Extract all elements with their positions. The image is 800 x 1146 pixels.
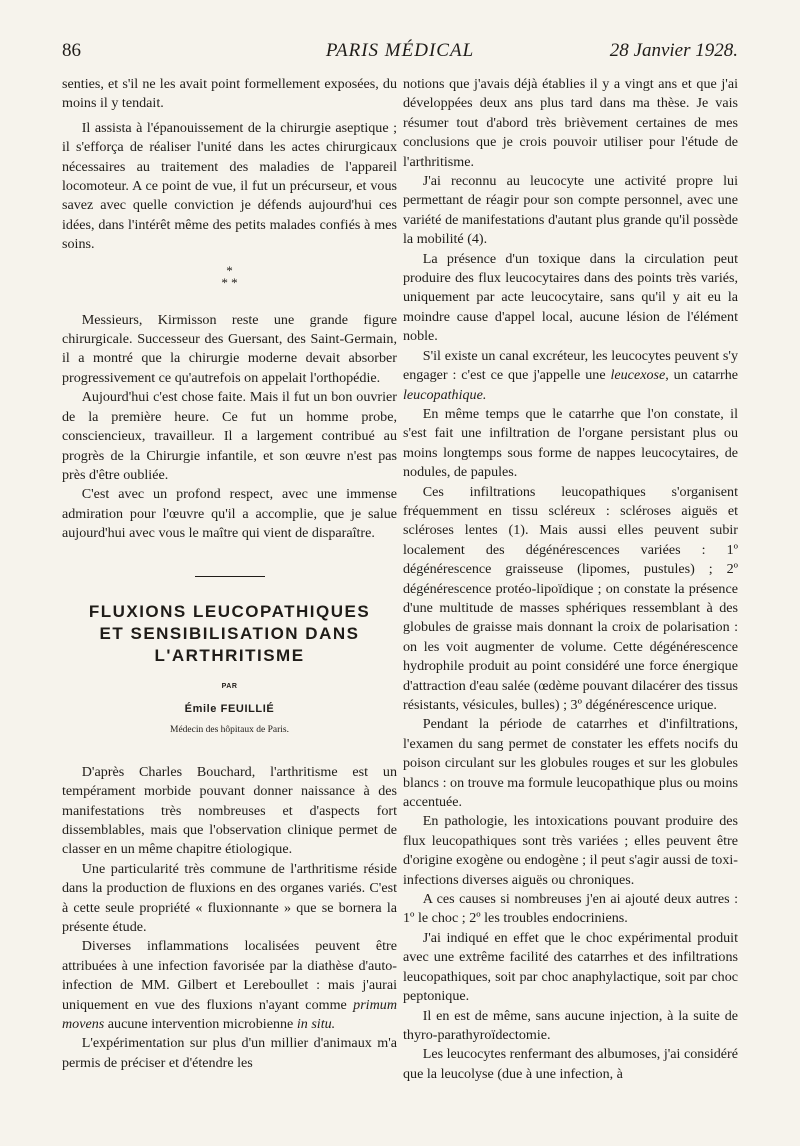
page-number: 86 xyxy=(62,40,81,61)
paragraph: Il en est de même, sans aucune injection, à la suite de thyro-parathyroïdectomie. xyxy=(403,1007,738,1043)
paragraph: Il assista à l'épanouissement de la chirurgie aseptique ; il s'efforça de réaliser l'unité dans les actes chirurgicaux nécessaires au traitement des maladies de l'appareil locomoteur. A ce point de vue, il fut un précurseur, et vous savez avec quelle conviction je défends aujourd'hui ces idées, dans l'intérêt même des petits malades confiés à mes soins. xyxy=(62,119,397,253)
paragraph: A ces causes si nombreuses j'en ai ajouté deux autres : 1º le choc ; 2º les troubles endocriniens. xyxy=(403,891,738,927)
paragraph: Messieurs, Kirmisson reste une grande figure chirurgicale. Successeur des Guersant, des Saint-Germain, il a montré que la chirurgie moderne devait absorber progressivement ce qu'autrefois on appelait l'orthopédie. xyxy=(62,311,397,386)
paragraph: J'ai reconnu au leucocyte une activité propre lui permettant de réagir pour son compte personnel, avec une variété de manifestations d'autant plus grande qu'il possède la mobilité (4). xyxy=(403,173,738,248)
issue-date: 28 Janvier 1928. xyxy=(609,40,738,61)
right-column xyxy=(403,75,738,1084)
paragraph: La présence d'un toxique dans la circulation peut produire des flux leucocytaires dans des points très variés, uniquement par acte leucocytaire, sans qu'il y ait eu la moindre cause d'appel local, aucune lésion de l'élément noble. xyxy=(403,250,738,345)
author-name: Émile FEUILLIÉ xyxy=(184,702,275,715)
author-affiliation: Médecin des hôpitaux de Paris. xyxy=(170,725,289,736)
paragraph: senties, et s'il ne les avait point formellement exposées, du moins il y tendait. xyxy=(62,76,397,112)
article-title: FLUXIONS LEUCOPATHIQUES ET SENSIBILISATION DANS L'ARTHRITISME xyxy=(88,601,371,665)
paragraph: D'après Charles Bouchard, l'arthritisme est un tempérament morbide pouvant donner naissance à des manifestations très nombreuses et d'aspects fort dissemblables, mais que l'observation clinique permet de classer en un même chapitre étiologique. xyxy=(62,763,397,858)
left-column xyxy=(62,75,397,1073)
paragraph: S'il existe un canal excréteur, les leucocytes peuvent s'y engager : c'est ce que j'appelle une leucexose, un catarrhe leucopathique. xyxy=(403,347,738,403)
byline-par: PAR xyxy=(221,682,238,690)
section-rule xyxy=(195,576,265,577)
paragraph: En même temps que le catarrhe que l'on constate, il s'est fait une infiltration de l'organe persistant plus ou moins longtemps sous forme de nappes leucocytaires, de nodules, de papules. xyxy=(403,405,738,481)
section-asterism: * * * xyxy=(221,262,238,290)
paragraph: Pendant la période de catarrhes et d'infiltrations, l'examen du sang permet de constater les effets nocifs du poison circulant sur les globules rouges et sur les globules blancs : on trouve ma formule leucopathique plus ou moins accentuée. xyxy=(403,716,738,811)
paragraph: En pathologie, les intoxications pouvant produire des flux leucopathiques sont très variées ; elles peuvent être d'origine exogène ou endogène ; il peut s'agir aussi de toxi-infections diverses aiguës ou chroniques. xyxy=(403,813,738,888)
paragraph: Diverses inflammations localisées peuvent être attribuées à une infection favorisée par la diathèse d'auto-infection de MM. Gilbert et Lereboullet : mais j'aurai uniquement en vue des fluxions n'ayant comme primum movens aucune intervention microbienne in situ. xyxy=(62,938,397,1033)
running-head xyxy=(62,40,738,70)
paragraph: Les leucocytes renfermant des albumoses, j'ai considéré que la leucolyse (due à une infection, à xyxy=(403,1046,738,1082)
paragraph: Ces infiltrations leucopathiques s'organisent fréquemment en tissu scléreux : scléroses aiguës et scléroses lentes (1). Mais aussi elles peuvent subir localement des dégénérescences variées : 1º dégénérescence graisseuse (lipomes, pustules) ; 2º dégénérescence protéo-lipoïdique ; on constate la présence d'une multitude de masses sphériques ressemblant à des globules de graisse mais donnant la croix de polarisation : on les voit augmenter de volume. Cette dégénérescence hydrophile produit au point considéré une force énergique d'attraction d'eau salée (œdème pouvant dilacérer des tissus résistants, vésicules, bulles) ; 3º dégénérescence urique. xyxy=(403,483,738,713)
journal-name: PARIS MÉDICAL xyxy=(325,40,475,61)
paragraph: notions que j'avais déjà établies il y a vingt ans et que j'ai développées deux ans plus tard dans ma thèse. Je vais résumer tout d'abord très brièvement certaines de mes conclusions que je crois pouvoir utiliser pour l'étude de l'arthritisme. xyxy=(403,76,738,170)
paragraph: L'expérimentation sur plus d'un millier d'animaux m'a permis de préciser et d'étendre les xyxy=(62,1035,397,1071)
paragraph: C'est avec un profond respect, avec une immense admiration pour l'œuvre qu'il a accomplie, que je salue aujourd'hui avec vous le maître qui vient de disparaître. xyxy=(62,486,397,542)
paragraph: J'ai indiqué en effet que le choc expérimental produit avec une extrême facilité des catarrhes et des infiltrations leucopathiques, soit par choc anaphylactique, soit par choc peptonique. xyxy=(403,929,738,1005)
paragraph: Aujourd'hui c'est chose faite. Mais il fut un bon ouvrier de la première heure. Ce fut un homme probe, consciencieux, travailleur. Il a largement contribué au progrès de la Chirurgie infantile, et son œuvre n'est pas près d'être oubliée. xyxy=(62,389,397,483)
paragraph: Une particularité très commune de l'arthritisme réside dans la production de fluxions en des organes variés. C'est à cette seule propriété « fluxionnante » que se bornera la présente étude. xyxy=(62,860,397,935)
